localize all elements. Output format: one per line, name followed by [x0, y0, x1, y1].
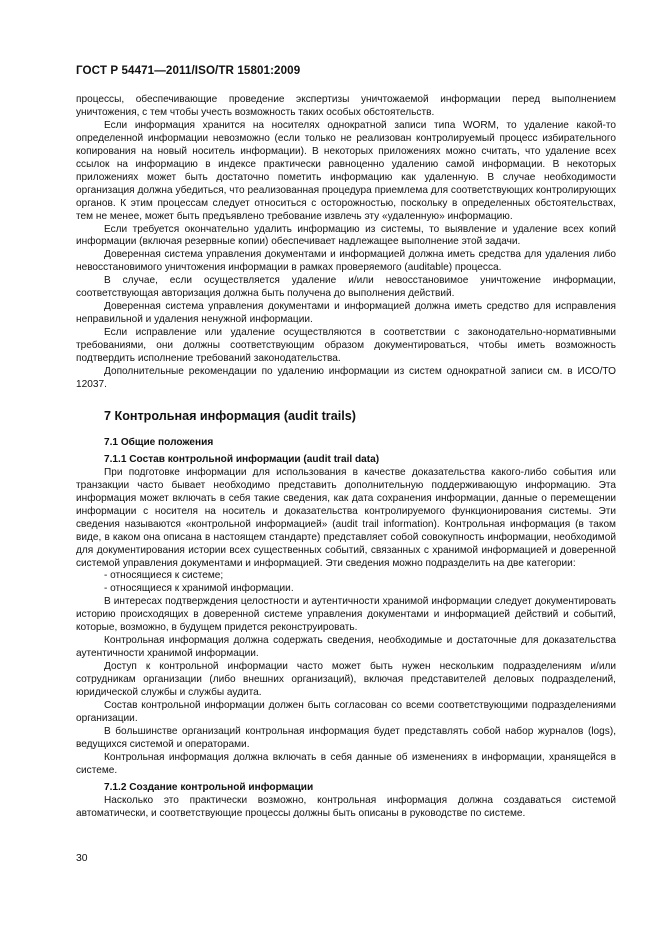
paragraph-changes: Контрольная информация должна включать в себя данные об изменениях в информации, хранящейся в системе.: [76, 751, 616, 776]
list-item-stored-info: - относящиеся к хранимой информации.: [104, 583, 294, 595]
paragraph-audit-trail-definition: При подготовке информации для использования в качестве доказательства какого-либо события или транзакции часто бывает необходимо представить дополнительную поддерживающую информацию. Эта информация может включать в себя такие сведения, как дата сохранения информации, данные о перемещении информации с носителя на носитель и доказательства контролируемого функционирования системы. Эти сведения называются «контрольной информацией» (audit trail information). Контрольная информация (в таком виде, в каком она описана в настоящем стандарте) представляет собой совокупность информации, необходимой для документирования истории всех существенных событий, связанных с хранимой информацией и доверенной системой управления документами и информацией. Эти сведения можно подразделить на две категории:: [76, 466, 616, 569]
list-item-system: - относящиеся к системе;: [104, 570, 224, 582]
paragraph-final-delete: Если требуется окончательно удалить информацию из системы, то выявление и удаление всех копий информации (включая резервные копии) обеспечивает надлежащее выполнение этой задачи.: [76, 223, 616, 248]
document-body: [76, 94, 616, 821]
page-number: 30: [76, 853, 88, 864]
section-7-1-2-heading: 7.1.2 Создание контрольной информации: [104, 781, 314, 793]
paragraph-automatic-creation: Насколько это практически возможно, контрольная информация должна создаваться системой автоматически, и соответствующие процессы должны быть описаны в руководстве по системе.: [76, 794, 616, 819]
paragraph-continuation: процессы, обеспечивающие проведение экспертизы уничтожаемой информации перед выполнением уничтожения, с тем чтобы учесть возможность таких особых обстоятельств.: [76, 94, 616, 118]
section-7-1-1-heading: 7.1.1 Состав контрольной информации (audit trail data): [104, 453, 380, 465]
paragraph-authorization: В случае, если осуществляется удаление и/или невосстановимое уничтожение информации, соответствующая авторизация должна быть получена до выполнения действий.: [76, 275, 616, 300]
paragraph-worm: Если информация хранится на носителях однократной записи типа WORM, то удаление какой-то определенной информации невозможно (если только не реализован контролируемый процесс избирательного копирования на новый носитель информации). В некоторых приложениях можно считать, что удаление всех ссылок на информацию в индексе практически равноценно удалению самой информации. В некоторых приложениях может быть достаточно пометить информацию как удаленную. В случае необходимости организация должна убедиться, что реализованная процедура приемлема для соответствующих контролирующих органов. К этим процессам следует относиться с осторожностью, поскольку в определенных обстоятельствах, тем не менее, может быть предъявлено требование извлечь эту «удаленную» информацию.: [76, 119, 616, 222]
paragraph-legal-requirements: Если исправление или удаление осуществляются в соответствии с законодательно-нормативными требованиями, они должны соответствующим образом документироваться, чтобы иметь возможность подтвердить исполнение требований законодательства.: [76, 327, 616, 365]
paragraph-composition: Состав контрольной информации должен быть согласован со всеми соответствующими подразделениями организации.: [76, 699, 616, 724]
paragraph-access: Доступ к контрольной информации часто может быть нужен нескольким подразделениям и/или сотрудникам организации (либо внешних организаций), включая представителей деловых подразделений, юридической службы и службы аудита.: [76, 661, 616, 699]
paragraph-logs: В большинстве организаций контрольная информация будет представлять собой набор журналов (logs), ведущихся системой и операторами.: [76, 725, 616, 750]
paragraph-correction: Доверенная система управления документами и информацией должна иметь средство для исправления неправильной и удаления ненужной информации.: [76, 301, 616, 326]
paragraph-trusted-system-delete: Доверенная система управления документами и информацией должна иметь средства для удаления либо невосстановимого уничтожения информации в рамках проверяемого (auditable) процесса.: [76, 249, 616, 274]
paragraph-integrity: В интересах подтверждения целостности и аутентичности хранимой информации следует документировать историю происходящих в доверенной системе управления документами и информацией действий и событий, которые, возможно, в будущем придется реконструировать.: [76, 596, 616, 634]
paragraph-authenticity: Контрольная информация должна содержать сведения, необходимые и достаточные для доказательства аутентичности хранимой информации.: [76, 635, 616, 660]
paragraph-additional-recommendations: Дополнительные рекомендации по удалению информации из систем однократной записи см. в ИСО/ТО 12037.: [76, 366, 616, 390]
section-7-1-heading: 7.1 Общие положения: [104, 436, 214, 448]
document-header: ГОСТ Р 54471—2011/ISO/TR 15801:2009: [76, 64, 301, 77]
section-7-heading: 7 Контрольная информация (audit trails): [104, 408, 356, 423]
